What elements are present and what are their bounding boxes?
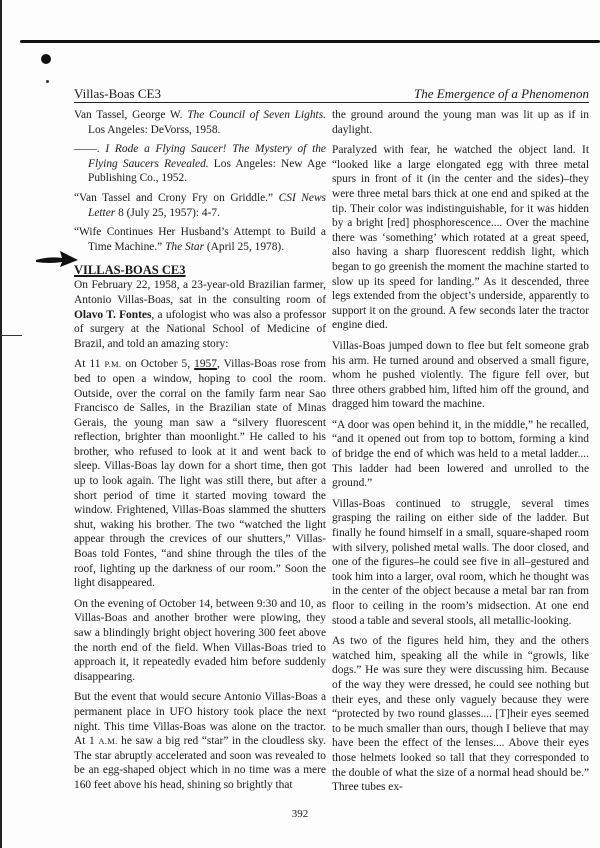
reference-publisher: 8 (July 25, 1957): 4-7. [115,206,220,219]
reference-title: I Rode a Flying Saucer! The Mystery of the Flying Saucers Revealed. [88,143,326,170]
reference-entry [74,225,326,254]
paragraph-text: on October 5, [121,358,195,371]
paragraph-intro [74,278,326,351]
person-name: Olavo T. Fontes [74,308,152,321]
time-abbreviation: A.M. [98,736,118,747]
page-number: 392 [291,808,309,820]
reference-publisher: Los Angeles: DeVorss, 1958. [88,123,221,136]
reference-author: ——. [74,143,106,156]
running-head [74,86,589,103]
section-heading: VILLAS-BOAS CE3 [74,263,186,278]
running-head-left: Villas-Boas CE3 [74,86,161,101]
running-head-right: The Emergence of a Phenomenon [414,86,589,101]
paragraph-text: At 11 [74,358,105,371]
intro-text: On February 22, 1958, a 23-year-old Brazilian farmer, Antonio Villas-Boas, sat in the consulting room of [74,279,326,306]
ink-blot [41,54,51,64]
reference-author: “Van Tassel and Crony Fry on Griddle.” [74,191,279,204]
paragraph: the ground around the young man was lit up as if in daylight. [332,109,589,136]
ink-speck [46,80,49,83]
intro-text: , a ufologist who was also a professor of surgery at the National School of Medicine of Brazil, and told an amazing story: [74,308,326,350]
paragraph-text: But the event that would secure Antonio Villas-Boas a permanent place in UFO history took place the next night. This time Villas-Boas was alone on the tractor. At 1 [74,691,326,748]
paragraph-text: he saw a big red “star” in the cloudless sky. The star abruptly accelerated and soon was revealed to be an egg-shaped object which in no time was a mere 160 feet above his head, shining so brightly that [74,735,326,791]
top-rule [20,40,600,43]
reference-publisher: (April 25, 1978). [204,240,285,253]
paragraph-october-5 [74,357,326,591]
margin-tick-mark [0,335,22,336]
paragraph: Villas-Boas continued to struggle, several times grasping the railing on either side of the ladder. But finally he found himself in a small, square-shaped room with silvery, polished metal walls. The door closed, and one of the figures–he could see five in all–gestured and took him into a larger, oval room, which he thought was in the center of the object because a metal bar ran from floor to ceiling in the room’s midsection. At one end stood a table and several stools, all metallic-looking. [332,497,589,627]
paragraph-october-14: On the evening of October 14, between 9:30 and 10, as Villas-Boas and another brother were plowing, they saw a blindingly bright object hovering 300 feet above the north end of the field. When Villas-Boas tried to approach it, it repeatedly evaded him before suddenly disappearing. [74,597,326,683]
reference-entry [74,108,326,137]
reference-publisher: Los Angeles: New Age Publishing Co., 1952. [88,157,326,185]
reference-title: CSI News Letter [88,191,326,219]
reference-title: The Council of Seven Lights. [187,109,326,121]
left-column [74,108,326,799]
reference-author: Van Tassel, George W. [74,109,188,121]
paragraph-next-night [74,690,326,792]
right-column [332,108,589,801]
time-abbreviation: P.M. [104,359,122,370]
paragraph-text: , Villas-Boas rose from bed to open a window, hoping to cool the room. Outside, over the corral on the family farm near Sao Francisco de Salles, in the Brazilian state of Minas Gerais, the young man saw a “silvery fluorescent reflection, brighter than moonlight.” He called to his brother, who refused to look at it and went back to sleep. Villas-Boas lay down for a short time, then got up to look again. The light was still there, but after a short period of time it started moving toward the window. Frightened, Villas-Boas slammed the shutters shut, waking his brother. The two “watched the light appear through the crevices of our shutters,” Villas-Boas told Fontes, “and shine through the tiles of the roof, lighting up the darkness of our room.” Soon the light disappeared. [74,358,326,590]
reference-author: “Wife Continues Her Husband’s Attempt to Build a Time Machine.” [74,226,326,253]
paragraph: As two of the figures held him, they and the others watched him, speaking all the while in “growls, like dogs.” He was sure they were discussing him. Because of the way they were dressed, he could see nothing but their eyes, and these only vaguely because they were “protected by two round glasses.... [T]heir eyes seemed to be much smaller than ours, though I believe that may have been the effect of the lenses.... Above their eyes those helmets looked so tall that they corresponded to the double of what the size of a normal head should be.” Three tubes ex- [332,635,589,794]
reference-entry [74,142,326,186]
paragraph: Paralyzed with fear, he watched the object land. It “looked like a large elongated egg with three metal spurs in front of it (in the center and the sides)–they were three metal bars thick at one end and spiked at the tip. Their color was indistinguishable, for it was hidden by a bright [red] phosphorescence.... Over the machine there was ‘something’ which rotated at a great speed, also having a sharp fluorescent reddish light, which began to go greenish the moment the machine started to slow up its speed for landing.” As it descended, three legs extended from the object’s underside, apparently to support it on the ground. A few seconds later the tractor engine died. [332,144,589,332]
paragraph: Villas-Boas jumped down to flee but felt someone grab his arm. He turned around and observed a small figure, whom he pushed violently. The figure fell over, but three others grabbed him, lifted him off the ground, and dragged him toward the machine. [332,339,589,411]
underlined-year: 1957 [194,358,217,371]
paragraph: “A door was open behind it, in the middle,” he recalled, “and it opened out from top to bottom, forming a kind of bridge the end of which was held to a metal ladder.... This ladder had been lowered and unrolled to the ground.” [332,418,589,490]
scan-left-edge [0,0,2,848]
reference-title: The Star [165,240,205,253]
reference-entry [74,191,326,220]
hand-drawn-arrow-icon [36,250,78,268]
